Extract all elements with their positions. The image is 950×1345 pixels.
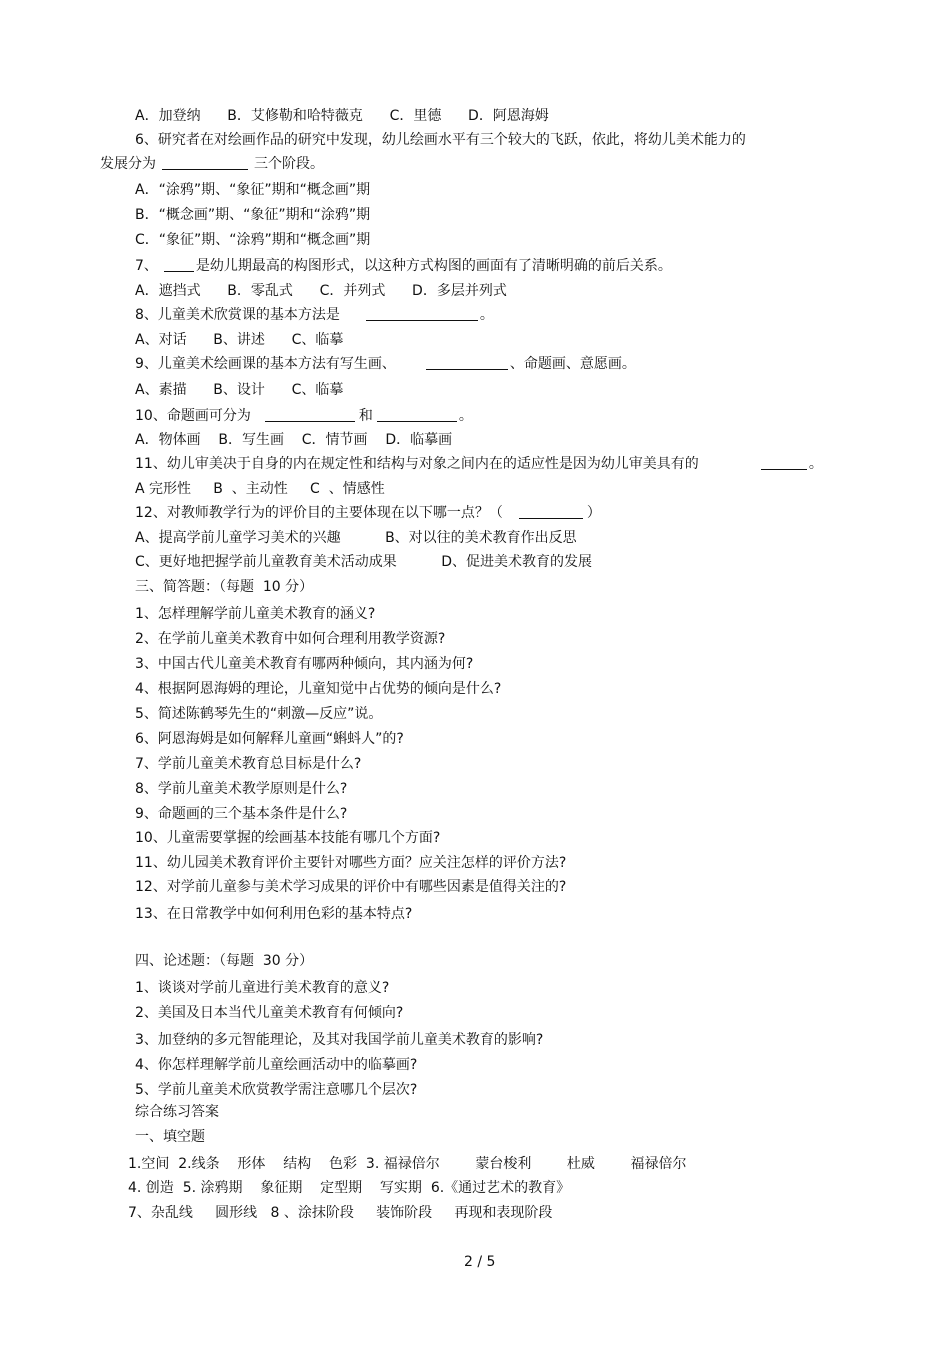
q12-options-cd: C、更好地把握学前儿童教育美术活动成果 D、促进美术教育的发展 — [135, 554, 593, 570]
q6-stem-cont: 发展分为 三个阶段。 — [100, 156, 324, 172]
q8-stem: 8、儿童美术欣赏课的基本方法是 。 — [135, 307, 494, 323]
q9-options: A、素描 B、设计 C、临摹 — [135, 382, 344, 398]
answer-line-3: 7、杂乱线 圆形线 8 、涂抹阶段 装饰阶段 再现和表现阶段 — [128, 1205, 553, 1221]
essay-5: 5、学前儿童美术欣赏教学需注意哪几个层次? — [135, 1082, 418, 1098]
q6-option-a: A．“涂鸦”期、“象征”期和“概念画”期 — [135, 182, 371, 198]
answer-blank — [164, 257, 194, 272]
essay-2: 2、美国及日本当代儿童美术教育有何倾向? — [135, 1005, 404, 1021]
short-answer-1: 1、怎样理解学前儿童美术教育的涵义? — [135, 606, 376, 622]
q11-options: A 完形性 B 、主动性 C 、情感性 — [135, 481, 385, 497]
short-answer-8: 8、学前儿童美术教学原则是什么? — [135, 781, 348, 797]
section-heading-short-answer: 三、简答题：（每题 10 分） — [135, 579, 314, 595]
essay-3: 3、加登纳的多元智能理论，及其对我国学前儿童美术教育的影响? — [135, 1032, 544, 1048]
q5-options: A．加登纳 B．艾修勒和哈特薇克 C．里德 D．阿恩海姆 — [135, 108, 549, 124]
answer-line-2: 4. 创造 5. 涂鸦期 象征期 定型期 写实期 6.《通过艺术的教育》 — [128, 1180, 571, 1196]
short-answer-7: 7、学前儿童美术教育总目标是什么? — [135, 756, 362, 772]
q10-options: A．物体画 B．写生画 C．情节画 D．临摹画 — [135, 432, 453, 448]
essay-4: 4、你怎样理解学前儿童绘画活动中的临摹画? — [135, 1057, 418, 1073]
q7-options: A．遮挡式 B．零乱式 C．并列式 D．多层并列式 — [135, 283, 507, 299]
answer-blank — [366, 306, 478, 321]
q9-stem: 9、儿童美术绘画课的基本方法有写生画、 、命题画、意愿画。 — [135, 356, 636, 372]
essay-1: 1、谈谈对学前儿童进行美术教育的意义? — [135, 980, 390, 996]
short-answer-13: 13、在日常教学中如何利用色彩的基本特点? — [135, 906, 413, 922]
answers-fill-heading: 一、填空题 — [135, 1129, 205, 1145]
q6-option-b: B．“概念画”期、“象征”期和“涂鸦”期 — [135, 207, 371, 223]
short-answer-6: 6、阿恩海姆是如何解释儿童画“蝌蚪人”的? — [135, 731, 404, 747]
short-answer-5: 5、简述陈鹤琴先生的“刺激—反应”说。 — [135, 706, 383, 722]
answers-title: 综合练习答案 — [135, 1104, 219, 1120]
q6-option-c: C．“象征”期、“涂鸦”期和“概念画”期 — [135, 232, 371, 248]
q7-stem: 7、 是幼儿期最高的构图形式，以这种方式构图的画面有了清晰明确的前后关系。 — [135, 258, 672, 274]
q10-stem: 10、命题画可分为 和 。 — [135, 408, 473, 424]
short-answer-9: 9、命题画的三个基本条件是什么? — [135, 806, 348, 822]
q12-stem: 12、对教师教学行为的评价目的主要体现在以下哪一点？（ ） — [135, 505, 601, 521]
answer-blank — [265, 407, 355, 422]
q6-stem: 6、研究者在对绘画作品的研究中发现，幼儿绘画水平有三个较大的飞跃，依此，将幼儿美术能力的 — [135, 132, 746, 148]
q8-options: A、对话 B、讲述 C、临摹 — [135, 332, 344, 348]
section-heading-essay: 四、论述题：（每题 30 分） — [135, 953, 314, 969]
answer-blank — [162, 155, 248, 170]
q11-stem: 11、幼儿审美决于自身的内在规定性和结构与对象之间内在的适应性是因为幼儿审美具有的 。 — [135, 456, 823, 472]
short-answer-3: 3、中国古代儿童美术教育有哪两种倾向，其内涵为何? — [135, 656, 474, 672]
answer-line-1: 1.空间 2.线条 形体 结构 色彩 3. 福禄倍尔 蒙台梭利 杜威 福禄倍尔 — [128, 1156, 687, 1172]
answer-blank — [519, 504, 583, 519]
answer-blank — [761, 455, 807, 470]
short-answer-12: 12、对学前儿童参与美术学习成果的评价中有哪些因素是值得关注的? — [135, 879, 567, 895]
answer-blank — [377, 407, 457, 422]
short-answer-10: 10、儿童需要掌握的绘画基本技能有哪几个方面? — [135, 830, 441, 846]
q12-options-ab: A、提高学前儿童学习美术的兴趣 B、对以往的美术教育作出反思 — [135, 530, 577, 546]
short-answer-11: 11、幼儿园美术教育评价主要针对哪些方面？应关注怎样的评价方法? — [135, 855, 567, 871]
answer-blank — [426, 355, 508, 370]
short-answer-4: 4、根据阿恩海姆的理论，儿童知觉中占优势的倾向是什么? — [135, 681, 502, 697]
page-number: 2 / 5 — [464, 1254, 496, 1270]
short-answer-2: 2、在学前儿童美术教育中如何合理利用教学资源? — [135, 631, 446, 647]
